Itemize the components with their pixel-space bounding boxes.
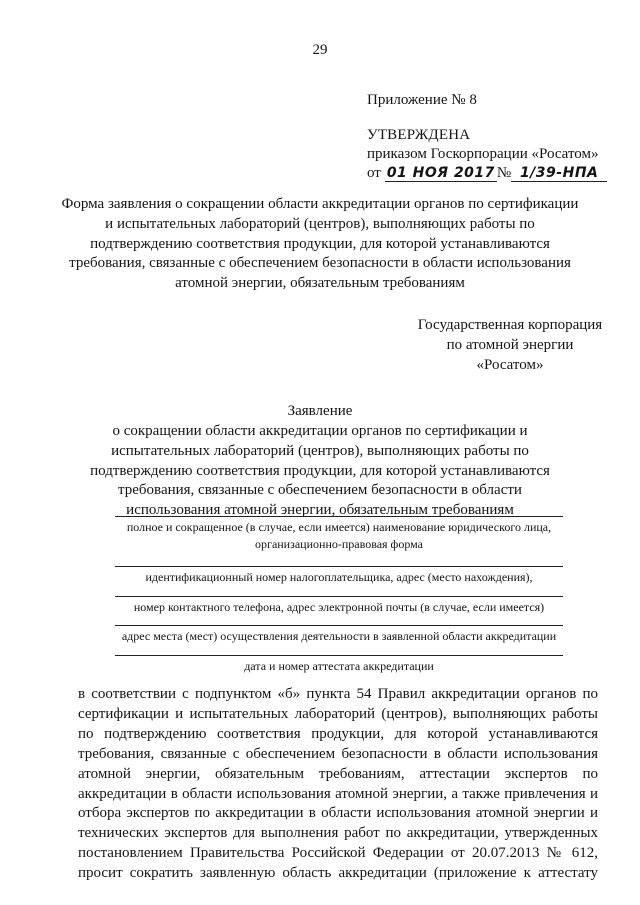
fill-in-line xyxy=(115,566,563,567)
fill-in-field-activity-address[interactable] xyxy=(115,625,563,645)
fill-in-field-org-name[interactable] xyxy=(115,516,563,552)
fill-in-field-contacts[interactable] xyxy=(115,596,563,616)
fill-in-line xyxy=(115,596,563,597)
form-title: Форма заявления о сокращении области аккредитации органов по сертификации и испытательных лабораторий (центров), выполняющих работы по подтверждению соответствия продукции, для которой устанавливаются требования, связанные с обеспечением безопасности в области использования атомной энергии, обязательным требованиям xyxy=(61,196,579,292)
field-caption: дата и номер аттестата аккредитации xyxy=(244,659,434,673)
approved-stamp: УТВЕРЖДЕНА xyxy=(367,127,471,143)
field-caption: адрес места (мест) осуществления деятельности в заявленной области аккредитации xyxy=(121,629,557,643)
fill-in-line xyxy=(115,655,563,656)
fill-in-line xyxy=(115,625,563,626)
addressee-block xyxy=(390,316,630,375)
addressee-line: Государственная корпорация xyxy=(417,317,603,333)
fill-in-line xyxy=(115,516,563,517)
addressee-line: «Росатом» xyxy=(476,356,544,373)
from-label: от xyxy=(367,165,381,181)
statement-subtitle: о сокращении области аккредитации органов по сертификации и испытательных лабораторий (центров), выполняющих работы по подтверждению соответствия продукции, для которой устанавливаются требования, связанные с обеспечением безопасности в области использования атомной энергии, обязательным требованиям xyxy=(90,423,550,519)
order-number: 1/39-НПА xyxy=(511,165,607,182)
fill-in-field-certificate[interactable] xyxy=(115,655,563,675)
field-caption: номер контактного телефона, адрес электронной почты (в случае, если имеется) xyxy=(133,600,545,614)
number-label: № xyxy=(496,165,512,181)
order-date: 01 НОЯ 2017 xyxy=(386,165,495,181)
approval-order-line: приказом Госкорпорации «Росатом» xyxy=(367,146,599,162)
field-caption: полное и сокращенное (в случае, если имеется) наименование юридического лица, организационно-правовая форма xyxy=(126,520,552,551)
field-caption: идентификационный номер налогоплательщика, адрес (место нахождения), xyxy=(145,570,533,584)
statement-title: Заявление xyxy=(287,403,353,419)
order-date-number xyxy=(367,165,607,182)
addressee-line: по атомной энергии xyxy=(446,336,574,353)
page-number: 29 xyxy=(312,42,328,58)
fill-in-field-inn-address[interactable] xyxy=(115,566,563,586)
appendix-label: Приложение № 8 xyxy=(367,92,477,108)
body-paragraph: в соответствии с подпунктом «б» пункта 54 Правил аккредитации органов по сертификации и испытательных лабораторий (центров), выполняющих работы по подтверждению соответствия продукции, для которой устанавливаются требования, связанные с обеспечением безопасности в области использования атомной энергии, обязательным требованиям, аттестации экспертов по аккредитации в области использования атомной энергии, а также привлечения и отбора экспертов по аккредитации в области использования атомной энергии и технических экспертов для выполнения работ по аккредитации, утвержденных постановлением Правительства Российской Федерации от 20.07.2013 № 612, просит сократить заявленную область аккредитации (приложение к аттестату xyxy=(78,686,598,882)
